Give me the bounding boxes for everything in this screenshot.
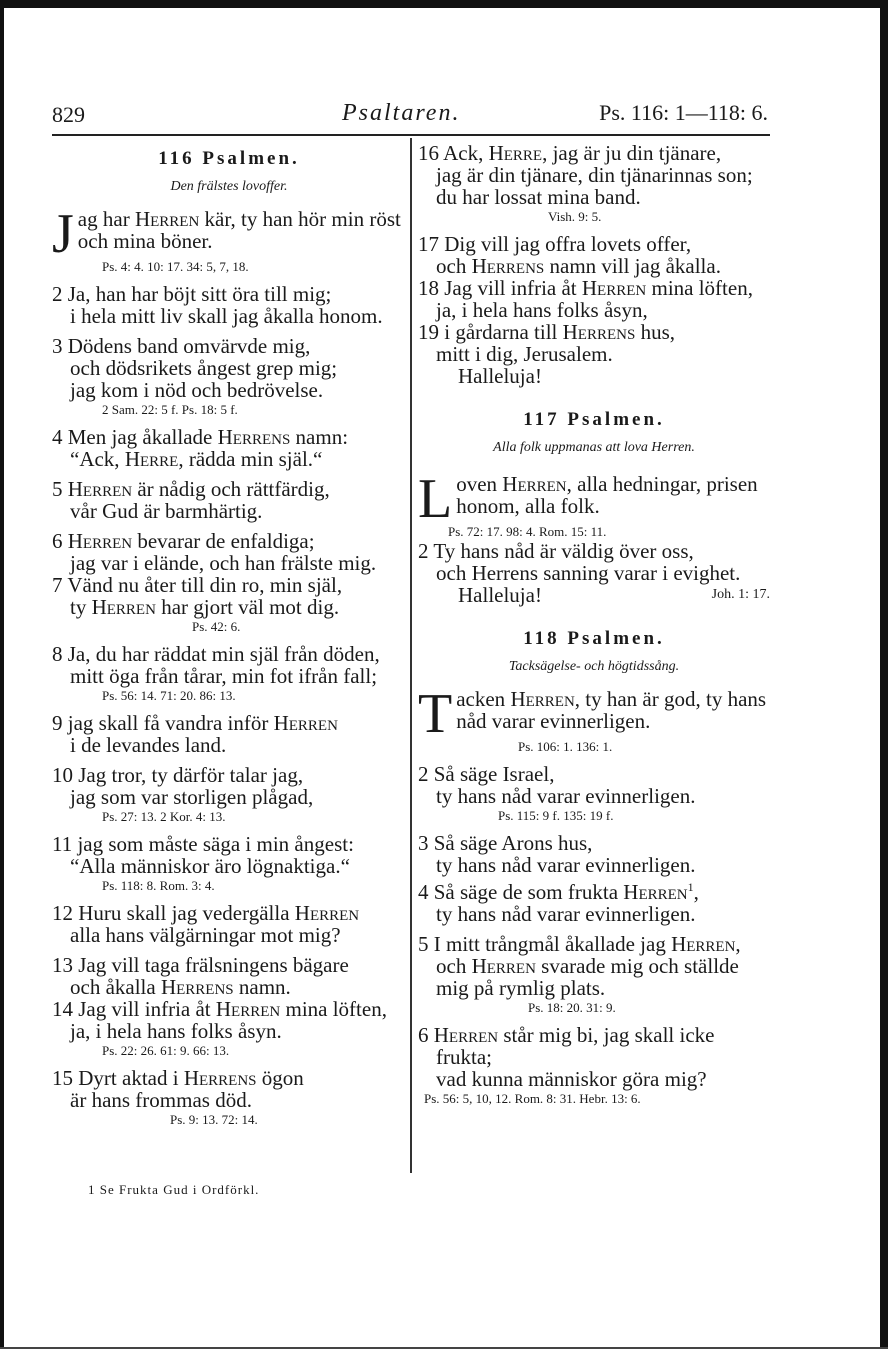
verse-118-5: 5 I mitt trångmål åkallade jag Herren, och Herren svarade mig och ställde mig på rymlig plats. — [418, 932, 741, 1000]
cross-reference: Ps. 115: 9 f. 135: 19 f. — [498, 808, 614, 823]
cross-reference: Ps. 72: 17. 98: 4. Rom. 15: 11. — [448, 524, 607, 539]
verse-118-6: 6 Herren står mig bi, jag skall icke frukta; vad kunna människor göra mig? — [418, 1023, 715, 1091]
drop-cap: L — [418, 468, 453, 530]
psalm-116-title: 116 Psalmen. — [158, 148, 300, 169]
psalm-117-title: 117 Psalmen. — [523, 409, 665, 430]
footnote: 1 Se Frukta Gud i Ordförkl. — [88, 1182, 260, 1197]
cross-reference: Ps. 42: 6. — [192, 619, 241, 634]
verse-116-2: 2 Ja, han har böjt sitt öra till mig; i hela mitt liv skall jag åkalla honom. — [52, 282, 383, 328]
page-number: 829 — [52, 102, 85, 127]
psalm-117-subtitle: Alla folk uppmanas att lova Herren. — [493, 440, 695, 455]
verse-116-6: 6 Herren bevarar de enfaldiga; jag var i elände, och han frälste mig. — [52, 529, 377, 575]
verse-116-8: 8 Ja, du har räddat min själ från döden, mitt öga från tårar, min fot ifrån fall; — [52, 642, 380, 688]
scan-border-right — [880, 0, 888, 1349]
verse-116-18: 18 Jag vill infria åt Herren mina löften, ja, i hela hans folks åsyn, — [418, 276, 753, 322]
chapter-reference: Ps. 116: 1—118: 6. — [599, 100, 768, 125]
column-divider — [410, 138, 412, 1173]
book-title: Psaltaren. — [342, 100, 461, 126]
verse-116-1: J ag har Herren kär, ty han hör min röst och mina böner. — [52, 203, 401, 265]
cross-reference: Ps. 9: 13. 72: 14. — [170, 1112, 258, 1127]
cross-reference: Ps. 118: 8. Rom. 3: 4. — [102, 878, 215, 893]
psalm-118-title: 118 Psalmen. — [523, 628, 665, 649]
verse-116-9: 9 jag skall få vandra inför Herren i de levandes land. — [52, 711, 338, 757]
cross-reference: Joh. 1: 17. — [711, 587, 770, 602]
drop-cap: T — [418, 683, 453, 745]
verse-116-10: 10 Jag tror, ty därför talar jag, jag som var storligen plågad, — [52, 763, 314, 809]
drop-cap: J — [52, 203, 74, 265]
verse-116-15: 15 Dyrt aktad i Herrens ögon är hans frommas död. — [52, 1066, 304, 1112]
right-column — [418, 140, 770, 1107]
verse-116-5: 5 Herren är nådig och rättfärdig, vår Gud är barmhärtig. — [52, 477, 330, 523]
cross-reference: Ps. 4: 4. 10: 17. 34: 5, 7, 18. — [102, 259, 249, 274]
verse-116-16: 16 Ack, Herre, jag är ju din tjänare, jag är din tjänare, din tjänarinnas son; du har lossat mina band. — [418, 141, 753, 209]
verse-116-17: 17 Dig vill jag offra lovets offer, och Herrens namn vill jag åkalla. — [418, 232, 721, 278]
cross-reference: Ps. 22: 26. 61: 9. 66: 13. — [102, 1043, 230, 1058]
verse-116-13: 13 Jag vill taga frälsningens bägare och åkalla Herrens namn. — [52, 953, 349, 999]
verse-116-3: 3 Dödens band omvärvde mig, och dödsrikets ångest grep mig; jag kom i nöd och bedrövelse. — [52, 334, 338, 402]
verse-116-19: 19 i gårdarna till Herrens hus, mitt i dig, Jerusalem. Halleluja! — [418, 320, 675, 388]
verse-116-11: 11 jag som måste säga i min ångest: “Alla människor äro lögnaktiga.“ — [52, 832, 354, 878]
verse-116-12: 12 Huru skall jag vedergälla Herren alla hans välgärningar mot mig? — [52, 901, 360, 947]
verse-118-2: 2 Så säge Israel, ty hans nåd varar evinnerligen. — [418, 762, 696, 808]
page-header — [52, 98, 768, 134]
scan-border-left — [0, 0, 4, 1349]
cross-reference: Ps. 56: 5, 10, 12. Rom. 8: 31. Hebr. 13: 6. — [424, 1091, 641, 1106]
verse-116-4: 4 Men jag åkallade Herrens namn: “Ack, Herre, rädda min själ.“ — [52, 425, 349, 471]
cross-reference: Ps. 106: 1. 136: 1. — [518, 739, 613, 754]
verse-117-1: L oven Herren, alla hedningar, prisen honom, alla folk. — [418, 468, 758, 530]
cross-reference: Ps. 56: 14. 71: 20. 86: 13. — [102, 688, 236, 703]
cross-reference: Vish. 9: 5. — [548, 209, 602, 224]
cross-reference: Ps. 27: 13. 2 Kor. 4: 13. — [102, 809, 226, 824]
left-column — [52, 140, 406, 1128]
scan-border-top — [0, 0, 888, 8]
verse-116-14: 14 Jag vill infria åt Herren mina löften, ja, i hela hans folks åsyn. — [52, 997, 387, 1043]
verse-118-1: T acken Herren, ty han är god, ty hans nåd varar evinnerligen. — [418, 683, 767, 745]
verse-117-2: 2 Ty hans nåd är väldig över oss, och Herrens sanning varar i evighet. Halleluja! Joh. 1: 17. — [418, 539, 770, 607]
cross-reference: Ps. 18: 20. 31: 9. — [528, 1000, 616, 1015]
cross-reference: 2 Sam. 22: 5 f. Ps. 18: 5 f. — [102, 402, 238, 417]
verse-118-4: 4 Så säge de som frukta Herren$^1$, ty hans nåd varar evinnerligen. — [418, 880, 699, 926]
psalm-118-subtitle: Tacksägelse- och högtidssång. — [508, 659, 680, 674]
verse-118-3: 3 Så säge Arons hus, ty hans nåd varar evinnerligen. — [418, 831, 696, 877]
verse-116-7: 7 Vänd nu åter till din ro, min själ, ty Herren har gjort väl mot dig. — [52, 573, 343, 619]
header-rule — [52, 134, 770, 136]
psalm-116-subtitle: Den frälstes lovoffer. — [170, 179, 288, 194]
